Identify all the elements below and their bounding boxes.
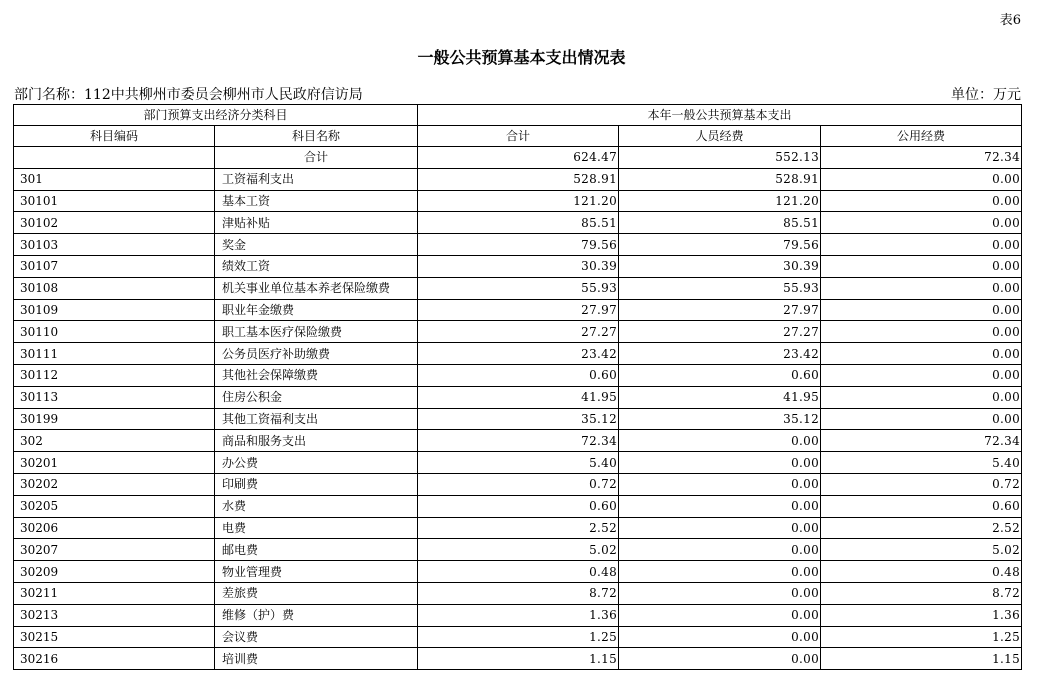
table-row: [14, 473, 1022, 495]
row-public: 0.48: [821, 561, 1022, 583]
table-row: [14, 299, 1022, 321]
row-public: 0.00: [821, 299, 1022, 321]
row-total: 85.51: [418, 212, 619, 234]
row-code: 30110: [14, 321, 215, 343]
row-total: 1.36: [418, 604, 619, 626]
table-row: [14, 255, 1022, 277]
table-row: [14, 452, 1022, 474]
table-row: [14, 321, 1022, 343]
row-public: 0.00: [821, 190, 1022, 212]
row-name: 奖金: [215, 234, 418, 256]
row-personnel: 0.00: [619, 452, 821, 474]
row-personnel: 27.27: [619, 321, 821, 343]
header-column-row: [14, 126, 1022, 147]
row-name: 绩效工资: [215, 255, 418, 277]
table-row: [14, 604, 1022, 626]
row-personnel: 85.51: [619, 212, 821, 234]
row-name: 住房公积金: [215, 386, 418, 408]
row-personnel: 0.00: [619, 626, 821, 648]
row-personnel: 23.42: [619, 343, 821, 365]
table-row: [14, 364, 1022, 386]
row-code: 30207: [14, 539, 215, 561]
table-row: [14, 626, 1022, 648]
row-public: 1.15: [821, 648, 1022, 670]
header-group-row: [14, 105, 1022, 126]
row-total: 79.56: [418, 234, 619, 256]
row-name: 其他工资福利支出: [215, 408, 418, 430]
row-code: 30206: [14, 517, 215, 539]
row-name: 办公费: [215, 452, 418, 474]
row-name: 公务员医疗补助缴费: [215, 343, 418, 365]
table-row: [14, 190, 1022, 212]
row-total: 0.60: [418, 364, 619, 386]
table-row: [14, 561, 1022, 583]
total-sum: 624.47: [418, 147, 619, 169]
row-code: 30113: [14, 386, 215, 408]
row-public: 0.60: [821, 495, 1022, 517]
row-name: 电费: [215, 517, 418, 539]
row-total: 72.34: [418, 430, 619, 452]
row-personnel: 41.95: [619, 386, 821, 408]
row-code: 30102: [14, 212, 215, 234]
row-personnel: 27.97: [619, 299, 821, 321]
row-name: 培训费: [215, 648, 418, 670]
row-code: 30209: [14, 561, 215, 583]
row-name: 职业年金缴费: [215, 299, 418, 321]
row-code: 302: [14, 430, 215, 452]
row-public: 0.00: [821, 255, 1022, 277]
row-public: 1.36: [821, 604, 1022, 626]
row-code: 30108: [14, 277, 215, 299]
row-name: 机关事业单位基本养老保险缴费: [215, 277, 418, 299]
row-code: 30111: [14, 343, 215, 365]
row-personnel: 0.00: [619, 582, 821, 604]
row-personnel: 0.00: [619, 648, 821, 670]
row-code: 30216: [14, 648, 215, 670]
row-public: 0.00: [821, 386, 1022, 408]
row-personnel: 528.91: [619, 168, 821, 190]
row-total: 27.27: [418, 321, 619, 343]
row-code: 30101: [14, 190, 215, 212]
total-row: [14, 147, 1022, 169]
row-code: 30211: [14, 582, 215, 604]
row-personnel: 0.00: [619, 561, 821, 583]
row-public: 0.00: [821, 212, 1022, 234]
row-code: 30202: [14, 473, 215, 495]
row-name: 商品和服务支出: [215, 430, 418, 452]
row-name: 津贴补贴: [215, 212, 418, 234]
row-total: 5.40: [418, 452, 619, 474]
table-row: [14, 430, 1022, 452]
row-personnel: 0.00: [619, 473, 821, 495]
row-public: 8.72: [821, 582, 1022, 604]
table-row: [14, 212, 1022, 234]
row-total: 30.39: [418, 255, 619, 277]
department-name: 部门名称：112中共柳州市委员会柳州市人民政府信访局: [14, 87, 363, 103]
header-code: 科目编码: [14, 126, 215, 147]
row-total: 1.15: [418, 648, 619, 670]
row-name: 印刷费: [215, 473, 418, 495]
row-name: 邮电费: [215, 539, 418, 561]
table-row: [14, 495, 1022, 517]
row-personnel: 0.60: [619, 364, 821, 386]
total-personnel: 552.13: [619, 147, 821, 169]
row-total: 1.25: [418, 626, 619, 648]
row-total: 8.72: [418, 582, 619, 604]
table-row: [14, 386, 1022, 408]
row-total: 0.48: [418, 561, 619, 583]
row-public: 0.00: [821, 168, 1022, 190]
header-public: 公用经费: [821, 126, 1022, 147]
header-group-right: 本年一般公共预算基本支出: [418, 105, 1022, 126]
row-public: 0.00: [821, 343, 1022, 365]
document-title: 一般公共预算基本支出情况表: [417, 48, 626, 67]
total-label: 合计: [215, 147, 418, 169]
row-personnel: 0.00: [619, 430, 821, 452]
row-total: 27.97: [418, 299, 619, 321]
table-row: [14, 234, 1022, 256]
row-personnel: 79.56: [619, 234, 821, 256]
table-row: [14, 277, 1022, 299]
row-name: 工资福利支出: [215, 168, 418, 190]
row-name: 基本工资: [215, 190, 418, 212]
row-public: 1.25: [821, 626, 1022, 648]
table-row: [14, 343, 1022, 365]
row-public: 5.40: [821, 452, 1022, 474]
row-total: 121.20: [418, 190, 619, 212]
table-row: [14, 582, 1022, 604]
row-total: 0.72: [418, 473, 619, 495]
table-row: [14, 408, 1022, 430]
header-personnel: 人员经费: [619, 126, 821, 147]
row-name: 职工基本医疗保险缴费: [215, 321, 418, 343]
budget-table: [13, 104, 1022, 670]
row-name: 其他社会保障缴费: [215, 364, 418, 386]
row-total: 35.12: [418, 408, 619, 430]
row-total: 5.02: [418, 539, 619, 561]
row-public: 2.52: [821, 517, 1022, 539]
row-public: 0.72: [821, 473, 1022, 495]
row-total: 2.52: [418, 517, 619, 539]
row-personnel: 0.00: [619, 495, 821, 517]
row-total: 41.95: [418, 386, 619, 408]
row-total: 528.91: [418, 168, 619, 190]
row-public: 0.00: [821, 234, 1022, 256]
row-public: 5.02: [821, 539, 1022, 561]
header-group-left: 部门预算支出经济分类科目: [14, 105, 418, 126]
row-personnel: 0.00: [619, 604, 821, 626]
row-public: 0.00: [821, 277, 1022, 299]
table-row: [14, 517, 1022, 539]
row-personnel: 121.20: [619, 190, 821, 212]
row-name: 水费: [215, 495, 418, 517]
unit-label: 单位：万元: [951, 87, 1021, 103]
row-personnel: 0.00: [619, 517, 821, 539]
row-public: 72.34: [821, 430, 1022, 452]
row-code: 30215: [14, 626, 215, 648]
row-personnel: 0.00: [619, 539, 821, 561]
row-code: 30201: [14, 452, 215, 474]
header-name: 科目名称: [215, 126, 418, 147]
row-code: 30109: [14, 299, 215, 321]
table-row: [14, 168, 1022, 190]
row-total: 0.60: [418, 495, 619, 517]
row-code: 301: [14, 168, 215, 190]
row-total: 55.93: [418, 277, 619, 299]
total-code-cell: [14, 147, 215, 169]
row-name: 维修（护）费: [215, 604, 418, 626]
row-code: 30213: [14, 604, 215, 626]
row-personnel: 35.12: [619, 408, 821, 430]
header-total: 合计: [418, 126, 619, 147]
total-public: 72.34: [821, 147, 1022, 169]
table-row: [14, 648, 1022, 670]
row-code: 30103: [14, 234, 215, 256]
row-code: 30199: [14, 408, 215, 430]
row-code: 30107: [14, 255, 215, 277]
row-code: 30205: [14, 495, 215, 517]
row-public: 0.00: [821, 408, 1022, 430]
row-personnel: 30.39: [619, 255, 821, 277]
row-name: 会议费: [215, 626, 418, 648]
row-public: 0.00: [821, 321, 1022, 343]
table-number: 表6: [999, 13, 1021, 28]
row-name: 物业管理费: [215, 561, 418, 583]
row-total: 23.42: [418, 343, 619, 365]
row-name: 差旅费: [215, 582, 418, 604]
row-code: 30112: [14, 364, 215, 386]
row-personnel: 55.93: [619, 277, 821, 299]
row-public: 0.00: [821, 364, 1022, 386]
table-row: [14, 539, 1022, 561]
